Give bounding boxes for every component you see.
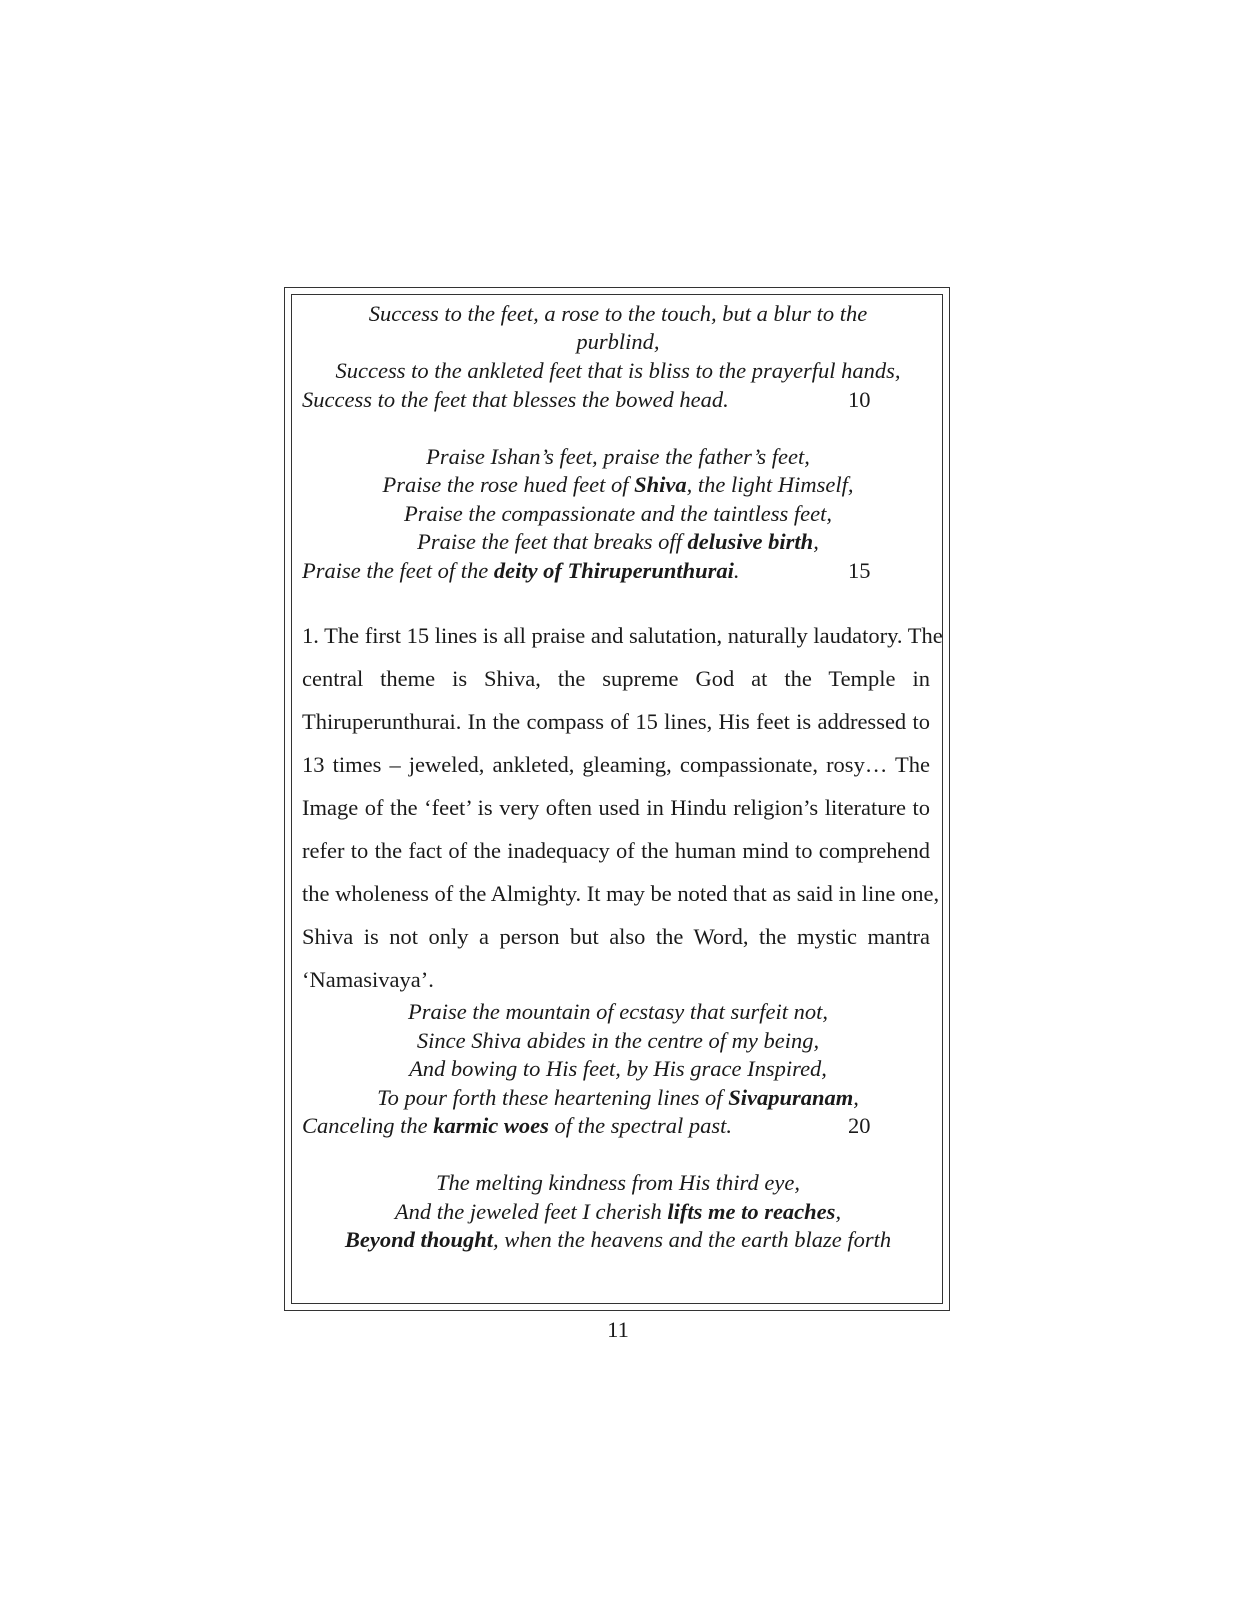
- emphasis: Sivapuranam: [728, 1085, 854, 1110]
- verse-line: And the jeweled feet I cherish lifts me to reaches,: [394, 1199, 842, 1224]
- commentary-line: refer to the fact of the inadequacy of the human mind to comprehend: [302, 838, 930, 863]
- verse-line: Praise Ishan’s feet, praise the father’s feet,: [426, 444, 810, 469]
- commentary-line: 1. The first 15 lines is all praise and salutation, naturally laudatory. The: [302, 623, 943, 648]
- verse-line: Success to the ankleted feet that is bliss to the prayerful hands,: [335, 358, 901, 383]
- verse-line: To pour forth these heartening lines of Sivapuranam,: [377, 1085, 859, 1110]
- commentary-line: Shiva is not only a person but also the Word, the mystic mantra: [302, 924, 930, 949]
- verse-line: Success to the feet, a rose to the touch, but a blur to the: [368, 301, 868, 326]
- line-number: 15: [848, 558, 871, 583]
- verse-line: Praise the feet of the deity of Thiruperunthurai.: [302, 558, 740, 583]
- emphasis: Shiva: [634, 472, 687, 497]
- verse-line: purblind,: [576, 329, 660, 354]
- emphasis: Beyond thought: [344, 1227, 494, 1252]
- emphasis: delusive birth: [687, 529, 814, 554]
- commentary-line: Image of the ‘feet’ is very often used in Hindu religion’s literature to: [302, 795, 930, 820]
- verse-line: Praise the compassionate and the taintless feet,: [403, 501, 833, 526]
- commentary-line: central theme is Shiva, the supreme God at the Temple in: [302, 666, 930, 691]
- verse-line: And bowing to His feet, by His grace Inspired,: [409, 1056, 827, 1081]
- commentary-line: Thiruperunthurai. In the compass of 15 lines, His feet is addressed to: [302, 709, 930, 734]
- commentary-line: ‘Namasivaya’.: [302, 967, 434, 992]
- emphasis: lifts me to reaches: [667, 1199, 836, 1224]
- verse-line: Canceling the karmic woes of the spectral past.: [302, 1113, 732, 1138]
- verse-line: Success to the feet that blesses the bowed head.: [302, 387, 729, 412]
- verse-line: Praise the mountain of ecstasy that surfeit not,: [408, 999, 828, 1024]
- emphasis: deity of Thiruperunthurai: [493, 558, 734, 583]
- verse-line: Praise the feet that breaks off delusive birth,: [417, 529, 819, 554]
- line-number: 10: [848, 387, 871, 412]
- commentary-line: the wholeness of the Almighty. It may be noted that as said in line one,: [302, 881, 940, 906]
- verse-line: Praise the rose hued feet of Shiva, the light Himself,: [382, 472, 854, 497]
- verse-line: Since Shiva abides in the centre of my being,: [416, 1028, 820, 1053]
- page-number: 11: [607, 1317, 629, 1342]
- verse-line: Beyond thought, when the heavens and the earth blaze forth: [344, 1227, 892, 1252]
- commentary-line: 13 times – jeweled, ankleted, gleaming, compassionate, rosy… The: [302, 752, 930, 777]
- verse-line: The melting kindness from His third eye,: [436, 1170, 800, 1195]
- emphasis: karmic woes: [433, 1113, 549, 1138]
- line-number: 20: [848, 1113, 871, 1138]
